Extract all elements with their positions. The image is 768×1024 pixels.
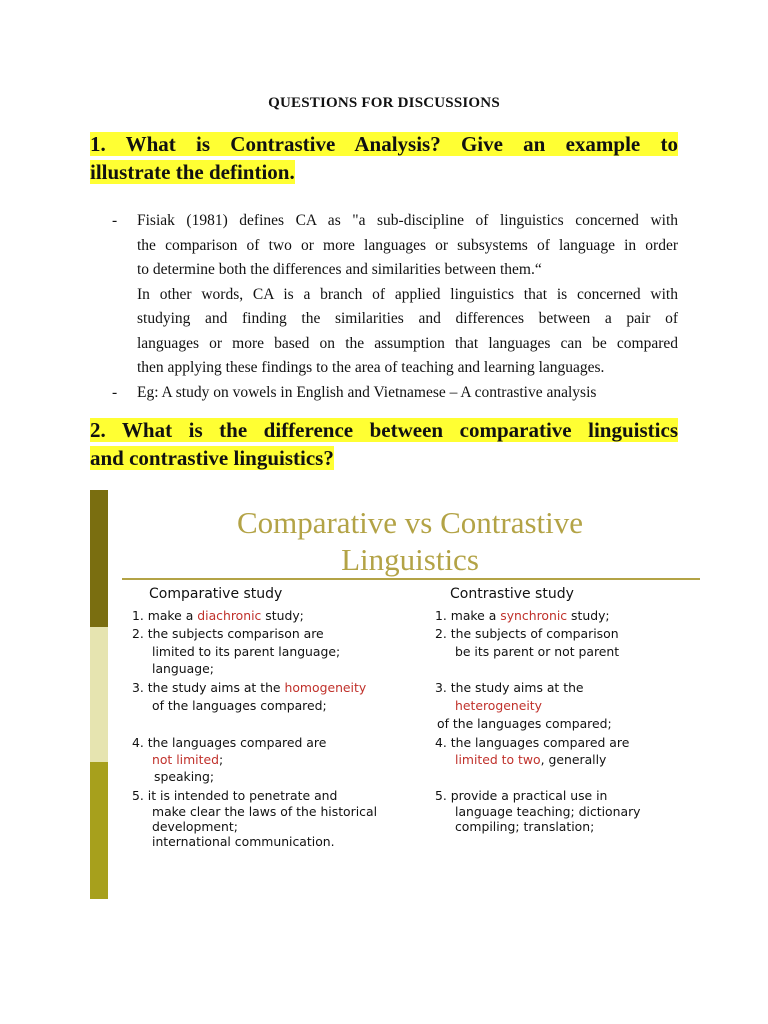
highlight-term: heterogeneity bbox=[455, 698, 542, 713]
comparative-item-3-cont: of the languages compared; bbox=[152, 698, 327, 713]
slide-title bbox=[130, 504, 690, 578]
bullet-item-definition bbox=[110, 209, 678, 381]
bullet-item-example bbox=[110, 381, 678, 406]
question-1-line-1: 1. What is Contrastive Analysis? Give an example to bbox=[90, 132, 678, 156]
contrastive-heading: Contrastive study bbox=[450, 586, 574, 602]
highlight-term: diachronic bbox=[197, 608, 262, 623]
page-title: QUESTIONS FOR DISCUSSIONS bbox=[268, 95, 500, 111]
comparative-item-5-cont: international communication. bbox=[152, 834, 335, 849]
comparative-item-5-cont: development; bbox=[152, 819, 238, 834]
bullet-dash: - bbox=[112, 212, 118, 229]
text-line: to determine both the differences and similarities between them.“ bbox=[137, 261, 542, 278]
comparative-item-2-cont: limited to its parent language; bbox=[152, 644, 341, 659]
text-line: studying and finding the similarities and differences between a pair of bbox=[137, 310, 678, 327]
text-line: In other words, CA is a branch of applied linguistics that is concerned with bbox=[137, 285, 678, 303]
slide-side-bar-mid bbox=[90, 762, 108, 899]
contrastive-item-5-cont: language teaching; dictionary bbox=[455, 804, 641, 819]
text-line: the comparison of two or more languages or subsystems of language in order bbox=[137, 236, 678, 254]
text-line: Fisiak (1981) defines CA as "a sub-discipline of linguistics concerned with bbox=[137, 212, 678, 229]
contrastive-item-2-cont: be its parent or not parent bbox=[455, 644, 620, 659]
comparative-item-2: 2. the subjects comparison are bbox=[132, 626, 324, 641]
comparative-item-4-cont: not limited; bbox=[152, 752, 224, 767]
highlight-term: limited to two bbox=[455, 752, 541, 767]
question-2-line-1: 2. What is the difference between comparative linguistics bbox=[90, 418, 678, 442]
slide-title-line-1: Comparative vs Contrastive bbox=[236, 505, 584, 540]
comparative-item-1: 1. make a diachronic study; bbox=[132, 608, 304, 623]
highlight-term: synchronic bbox=[500, 608, 568, 623]
contrastive-item-5: 5. provide a practical use in bbox=[435, 788, 608, 803]
question-1-heading bbox=[90, 130, 678, 186]
contrastive-item-4: 4. the languages compared are bbox=[435, 735, 630, 750]
highlight-term: not limited bbox=[152, 752, 219, 767]
contrastive-item-3: 3. the study aims at the bbox=[435, 680, 584, 695]
text-line: Eg: A study on vowels in English and Vietnamese – A contrastive analysis bbox=[137, 383, 597, 401]
comparative-item-4: 4. the languages compared are bbox=[132, 735, 327, 750]
contrastive-item-1: 1. make a synchronic study; bbox=[435, 608, 610, 623]
contrastive-item-5-cont: compiling; translation; bbox=[455, 819, 595, 834]
highlight-term: homogeneity bbox=[284, 680, 367, 695]
text-line: languages or more based on the assumption that languages can be compared bbox=[137, 334, 678, 352]
contrastive-item-3-cont bbox=[435, 697, 542, 715]
question-2-line-2: and contrastive linguistics? bbox=[90, 446, 334, 470]
comparison-slide-image bbox=[90, 490, 700, 899]
comparative-item-5-cont: make clear the laws of the historical bbox=[152, 804, 378, 819]
bullet-dash: - bbox=[112, 383, 118, 401]
contrastive-item-2: 2. the subjects of comparison bbox=[435, 626, 619, 641]
text-line: then applying these findings to the area of teaching and learning languages. bbox=[137, 359, 605, 376]
question-1-line-2: illustrate the defintion. bbox=[90, 160, 295, 184]
slide-title-rule bbox=[122, 578, 700, 580]
slide-side-bar-light bbox=[90, 627, 108, 762]
contrastive-item-4-cont: limited to two, generally bbox=[455, 752, 607, 767]
comparative-item-3: 3. the study aims at the homogeneity bbox=[132, 680, 367, 695]
comparative-item-2-cont: language; bbox=[152, 661, 214, 676]
comparative-item-5: 5. it is intended to penetrate and bbox=[132, 788, 338, 803]
slide-side-bar-dark bbox=[90, 490, 108, 627]
question-2-heading bbox=[90, 416, 678, 472]
comparative-item-4-cont: speaking; bbox=[154, 769, 215, 784]
slide-title-line-2: Linguistics bbox=[341, 542, 479, 577]
contrastive-item-3-cont: of the languages compared; bbox=[437, 716, 612, 731]
answer-1-bullets bbox=[110, 209, 678, 405]
comparative-heading: Comparative study bbox=[149, 586, 283, 602]
